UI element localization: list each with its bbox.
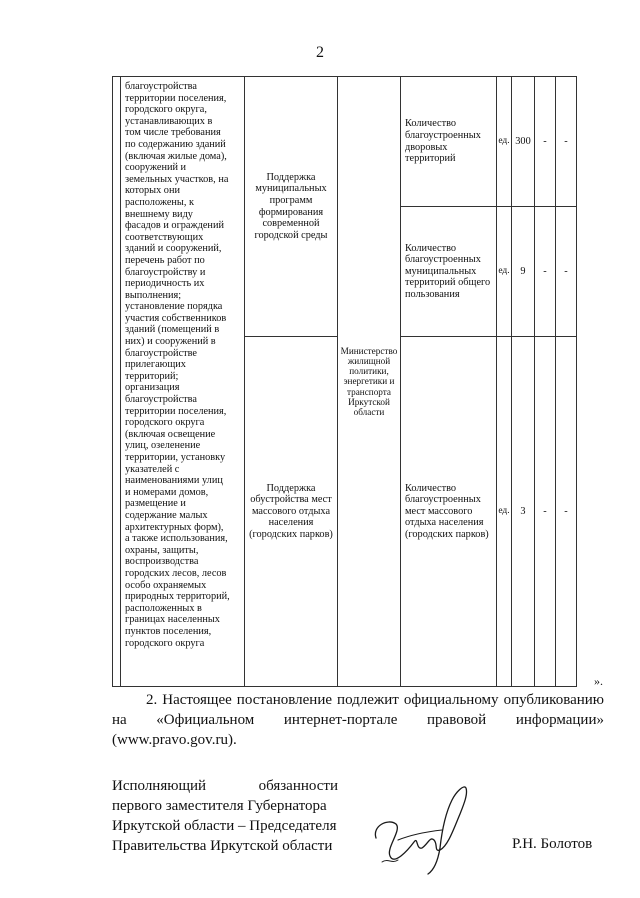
program-text-1: Поддержка муниципальных программ формирования современной городской среды (254, 171, 328, 241)
program-cell-2 (245, 337, 338, 687)
paragraph-line-2: на «Официальном интернет-портале правовой информации» (112, 712, 604, 728)
dash-cell: - (535, 77, 556, 207)
dash-cell: - (535, 337, 556, 687)
closing-quote: ». (594, 674, 603, 688)
executor-cell (338, 77, 401, 687)
unit-cell: ед. (497, 207, 512, 337)
value-cell: 3 (512, 337, 535, 687)
executor-text: Министерство жилищной политики, энергетики и транспорта Иркутской области (340, 345, 398, 417)
paragraph-line-1: 2. Настоящее постановление подлежит официальному опубликованию (146, 692, 604, 708)
table-row (113, 77, 577, 207)
paragraph-line-3: (www.pravo.gov.ru). (112, 732, 237, 748)
program-table (112, 76, 577, 687)
handwritten-signature (368, 778, 478, 878)
indicator-text: Количество благоустроенных дворовых территорий (405, 118, 481, 165)
page-number: 2 (316, 44, 324, 61)
program-text-2: Поддержка обустройства мест массового отдыха населения (городских парков) (249, 482, 333, 540)
dash-cell: - (556, 77, 577, 207)
signer-title-line-4: Правительства Иркутской области (112, 838, 333, 854)
lead-text-cell: благоустройства территории поселения, городского округа, устанавливающих в том числе требования по содержанию зданий (включая жилые дома), сооружений и земельных участков, на которых они расположены, к внешнему виду фасадов и ограждений соответствующих зданий и сооружений, перечень работ по благоустройству и периодичность их выполнения; установление порядка участия собственников зданий (помещений в них) и сооружений в благоустройстве прилегающих территорий; организация благоустройства территории поселения, городского округа (включая освещение улиц, озеленение территории, установку указателей с наименованиями улиц и номерами домов, размещение и содержание малых архитектурных форм), а также использования, охраны, защиты, воспроизводства городских лесов, лесов особо охраняемых природных территорий, расположенных в границах населенных пунктов поселения, городского округа (121, 77, 245, 687)
indicator-text: Количество благоустроенных мест массового отдыха населения (городских парков) (405, 482, 489, 540)
unit-cell: ед. (497, 77, 512, 207)
value-cell: 9 (512, 207, 535, 337)
signer-name: Р.Н. Болотов (512, 836, 593, 852)
unit-cell: ед. (497, 337, 512, 687)
indicator-cell (401, 77, 497, 207)
indicator-cell (401, 337, 497, 687)
signer-title-line-3: Иркутской области – Председателя (112, 818, 337, 834)
table-gutter-cell (113, 77, 121, 687)
value-cell: 300 (512, 77, 535, 207)
indicator-text: Количество благоустроенных муниципальных территорий общего пользования (405, 242, 491, 300)
dash-cell: - (535, 207, 556, 337)
signer-title-line-1: Исполняющий обязанности (112, 778, 338, 794)
dash-cell: - (556, 207, 577, 337)
signer-title-line-2: первого заместителя Губернатора (112, 798, 327, 814)
indicator-cell (401, 207, 497, 337)
program-cell-1 (245, 77, 338, 337)
dash-cell: - (556, 337, 577, 687)
